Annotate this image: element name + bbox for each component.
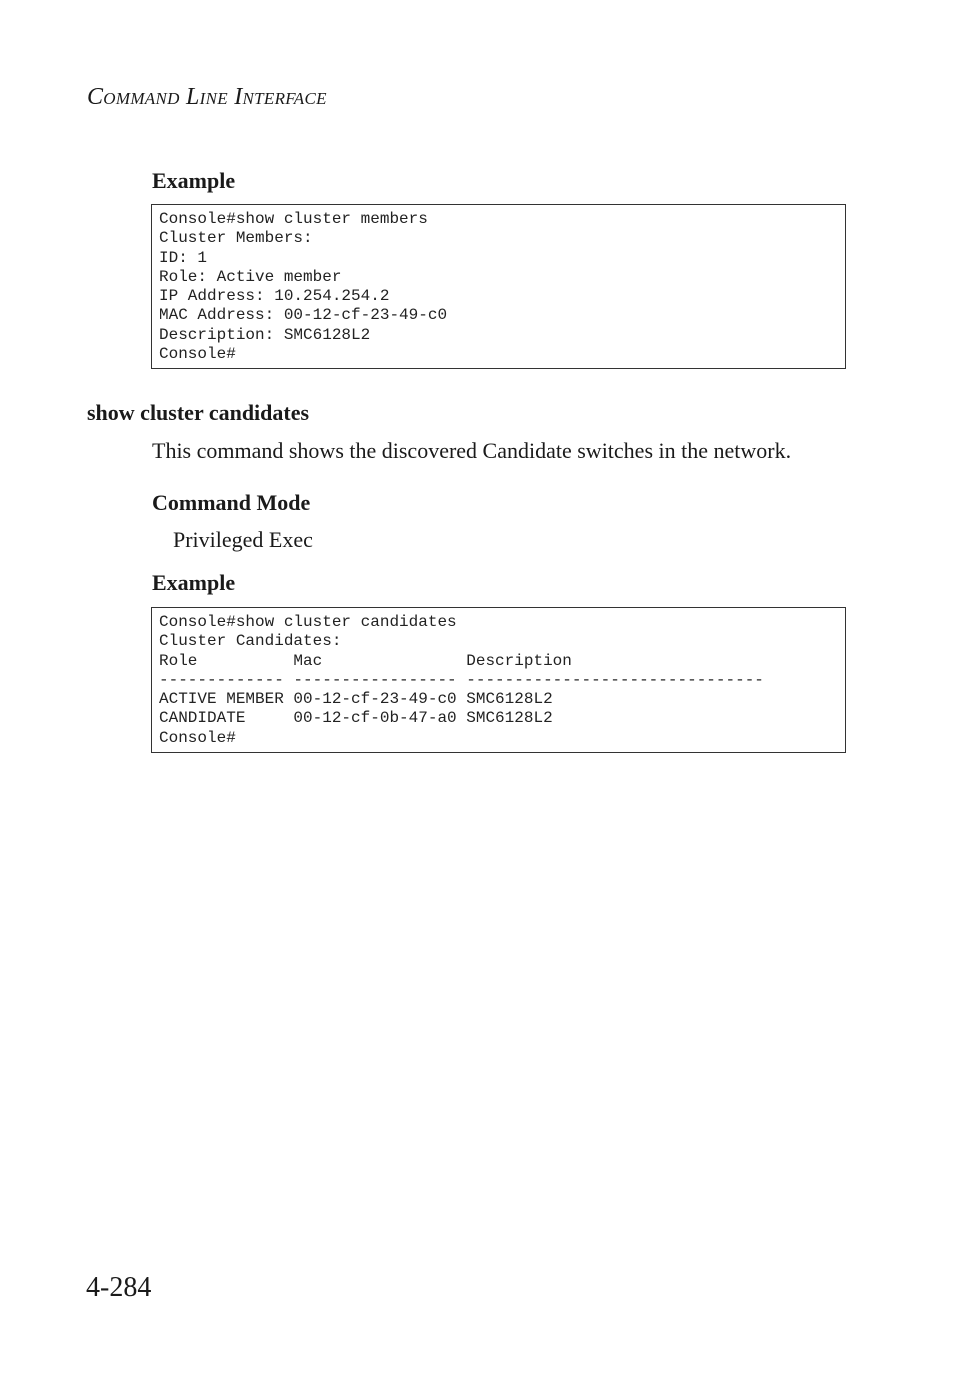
code-example-cluster-members	[151, 204, 846, 369]
code-line: Description: SMC6128L2	[159, 325, 371, 344]
page-number: 4-284	[86, 1272, 152, 1303]
example-label: Example	[152, 570, 236, 595]
section-description: This command shows the discovered Candidate switches in the network.	[152, 438, 792, 463]
code-line: Console#show cluster candidates	[159, 613, 457, 631]
running-head: Command Line Interface	[87, 84, 327, 110]
command-mode-value: Privileged Exec	[173, 527, 313, 552]
example-label: Example	[152, 168, 236, 193]
command-mode-label: Command Mode	[152, 490, 311, 515]
code-line: CANDIDATE 00-12-cf-0b-47-a0 SMC6128L2	[159, 709, 553, 728]
section-title: show cluster candidates	[87, 400, 310, 425]
code-line: IP Address: 10.254.254.2	[159, 287, 390, 306]
code-line: Cluster Members:	[159, 229, 313, 248]
code-example-cluster-candidates	[151, 607, 846, 753]
code-line: Console#	[159, 728, 236, 747]
code-line: Console#show cluster members	[159, 210, 428, 228]
code-line: Console#	[159, 345, 236, 364]
code-line: ------------- ----------------- -------------------------------	[159, 670, 764, 689]
code-line: ACTIVE MEMBER 00-12-cf-23-49-c0 SMC6128L2	[159, 690, 553, 709]
code-line: ID: 1	[159, 248, 208, 267]
code-line: Cluster Candidates:	[159, 632, 342, 651]
code-line: Role Mac Description	[159, 651, 572, 670]
code-line: Role: Active member	[159, 267, 342, 286]
code-line: MAC Address: 00-12-cf-23-49-c0	[159, 306, 448, 325]
